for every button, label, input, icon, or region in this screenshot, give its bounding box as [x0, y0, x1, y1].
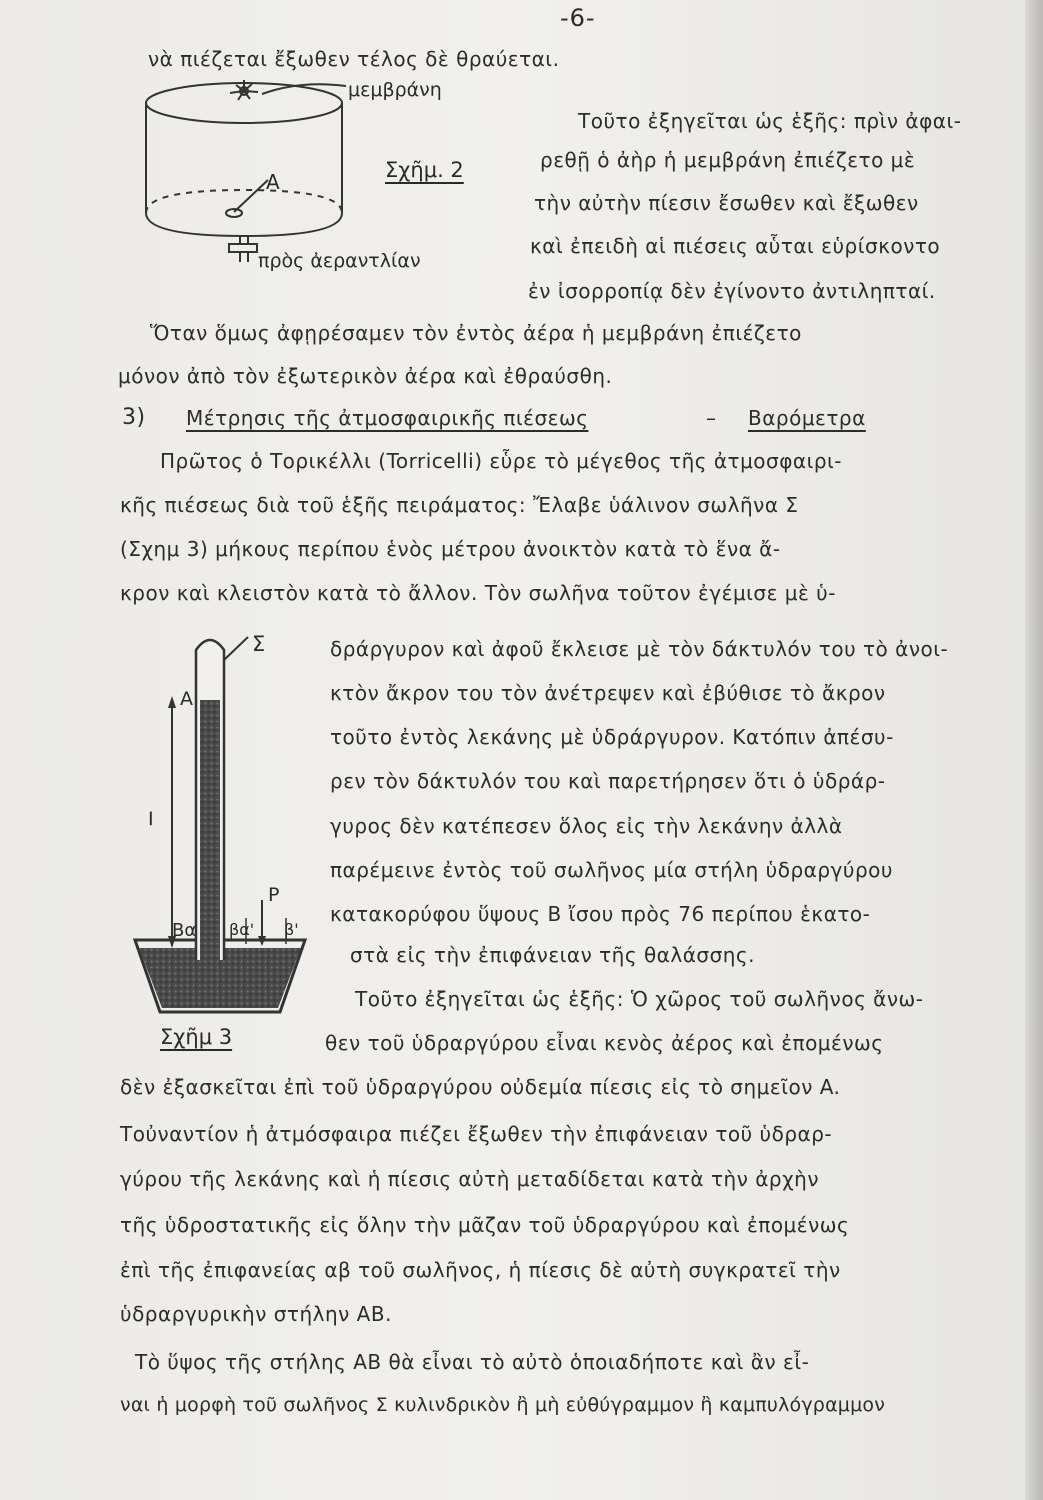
- section-heading: Μέτρησις τῆς ἀτμοσφαιρικῆς πιέσεως: [186, 406, 589, 430]
- text-line-1: νὰ πιέζεται ἔξωθεν τέλος δὲ θραύεται.: [148, 47, 560, 71]
- text-line-29: Τὸ ὕψος τῆς στήλης AB θὰ εἶναι τὸ αὐτὸ ὁποιαδήποτε καὶ ἂν εἶ-: [135, 1350, 810, 1374]
- figure-3-label-a: A: [180, 688, 193, 710]
- figure-2-caption: Σχῆμ. 2: [385, 158, 464, 182]
- text-line-24: Τοὐναντίον ἡ ἀτμόσφαιρα πιέζει ἔξωθεν τὴν ἐπιφάνειαν τοῦ ὑδραρ-: [120, 1122, 833, 1146]
- text-line-10: κῆς πιέσεως διὰ τοῦ ἑξῆς πειράματος: Ἔλαβε ὑάλινον σωλῆνα Σ: [120, 493, 799, 517]
- text-line-2: Τοῦτο ἐξηγεῖται ὡς ἑξῆς: πρὶν ἀφαι-: [578, 109, 962, 133]
- text-line-30: ναι ἡ μορφὴ τοῦ σωλῆνος Σ κυλινδρικὸν ἢ μὴ εὐθύγραμμον ἢ καμπυλόγραμμον: [120, 1394, 886, 1416]
- text-line-8: μόνον ἀπὸ τὸν ἐξωτερικὸν ἀέρα καὶ ἐθραύσθη.: [118, 364, 613, 388]
- text-line-3: ρεθῇ ὁ ἀὴρ ἡ μεμβράνη ἐπιέζετο μὲ: [540, 148, 916, 172]
- text-line-19: κατακορύφου ὕψους B ἴσου πρὸς 76 περίπου ἑκατο-: [330, 902, 871, 926]
- text-line-27: ἐπὶ τῆς ἐπιφανείας αβ τοῦ σωλῆνος, ἡ πίεσις δὲ αὐτὴ συγκρατεῖ τὴν: [120, 1258, 841, 1282]
- page-number: -6-: [560, 4, 596, 32]
- figure-3-label-p: P: [268, 884, 280, 906]
- text-line-13: δράργυρον καὶ ἀφοῦ ἔκλεισε μὲ τὸν δάκτυλόν του τὸ ἀνοι-: [330, 637, 949, 661]
- section-heading-dash: –: [706, 406, 717, 430]
- figure-3-label-i: Ι: [148, 808, 154, 830]
- text-line-22: θεν τοῦ ὑδραργύρου εἶναι κενὸς ἀέρος καὶ ἐπομένως: [325, 1031, 884, 1055]
- text-line-16: ρεν τὸν δάκτυλόν του καὶ παρετήρησεν ὅτι ὁ ὑδράρ-: [330, 769, 886, 793]
- figure-3-label-ba: Bα: [172, 920, 197, 941]
- text-line-20: στὰ εἰς τὴν ἐπιφάνειαν τῆς θαλάσσης.: [350, 943, 756, 967]
- text-line-28: ὑδραργυρικὴν στήλην AB.: [120, 1302, 392, 1326]
- text-line-11: (Σχημ 3) μήκους περίπου ἑνὸς μέτρου ἀνοικτὸν κατὰ τὸ ἕνα ἄ-: [120, 537, 781, 561]
- text-line-25: γύρου τῆς λεκάνης καὶ ἡ πίεσις αὐτὴ μεταδίδεται κατὰ τὴν ἀρχὴν: [120, 1167, 819, 1191]
- text-line-26: τῆς ὑδροστατικῆς εἰς ὅλην τὴν μᾶζαν τοῦ ὑδραργύρου καὶ ἐπομένως: [120, 1213, 850, 1237]
- figure-3-label-b: βα': [229, 920, 255, 939]
- text-line-14: κτὸν ἄκρον του τὸν ἀνέτρεψεν καὶ ἐβύθισε τὸ ἄκρον: [330, 681, 886, 705]
- text-line-15: τοῦτο ἐντὸς λεκάνης μὲ ὑδράργυρον. Κατόπιν ἀπέσυ-: [330, 725, 894, 749]
- figure-3-label-sigma: Σ: [252, 632, 266, 656]
- text-line-12: κρον καὶ κλειστὸν κατὰ τὸ ἄλλον. Τὸν σωλῆνα τοῦτον ἐγέμισε μὲ ὑ-: [120, 581, 836, 605]
- figure-2-label-a: A: [266, 170, 280, 194]
- text-line-21: Τοῦτο ἐξηγεῖται ὡς ἑξῆς: Ὁ χῶρος τοῦ σωλῆνος ἄνω-: [355, 987, 924, 1011]
- section-number: 3): [122, 405, 146, 430]
- text-line-4: τὴν αὐτὴν πίεσιν ἔσωθεν καὶ ἔξωθεν: [534, 191, 919, 215]
- figure-3-label-b2: β': [284, 920, 299, 939]
- figure-3-caption: Σχῆμ 3: [160, 1025, 233, 1049]
- text-line-9: Πρῶτος ὁ Τορικέλλι (Torricelli) εὗρε τὸ μέγεθος τῆς ἀτμοσφαιρι-: [160, 449, 843, 473]
- text-line-23: δὲν ἐξασκεῖται ἐπὶ τοῦ ὑδραργύρου οὐδεμία πίεσις εἰς τὸ σημεῖον A.: [120, 1075, 841, 1099]
- text-line-18: παρέμεινε ἐντὸς τοῦ σωλῆνος μία στήλη ὑδραργύρου: [330, 858, 893, 882]
- text-line-6: ἐν ἰσορροπίᾳ δὲν ἐγίνοντο ἀντιληπταί.: [528, 279, 936, 303]
- text-line-7: Ὅταν ὅμως ἀφῃρέσαμεν τὸν ἐντὸς ἀέρα ἡ μεμβράνη ἐπιέζετο: [150, 321, 802, 345]
- text-line-17: γυρος δὲν κατέπεσεν ὅλος εἰς τὴν λεκάνην ἀλλὰ: [330, 814, 843, 838]
- section-heading-barometers: Βαρόμετρα: [748, 406, 866, 430]
- figure-2-label-pump: πρὸς ἀεραντλίαν: [258, 250, 421, 272]
- text-line-5: καὶ ἐπειδὴ αἱ πιέσεις αὗται εὑρίσκοντο: [530, 234, 941, 258]
- figure-2-label-membrane: μεμβράνη: [348, 79, 442, 101]
